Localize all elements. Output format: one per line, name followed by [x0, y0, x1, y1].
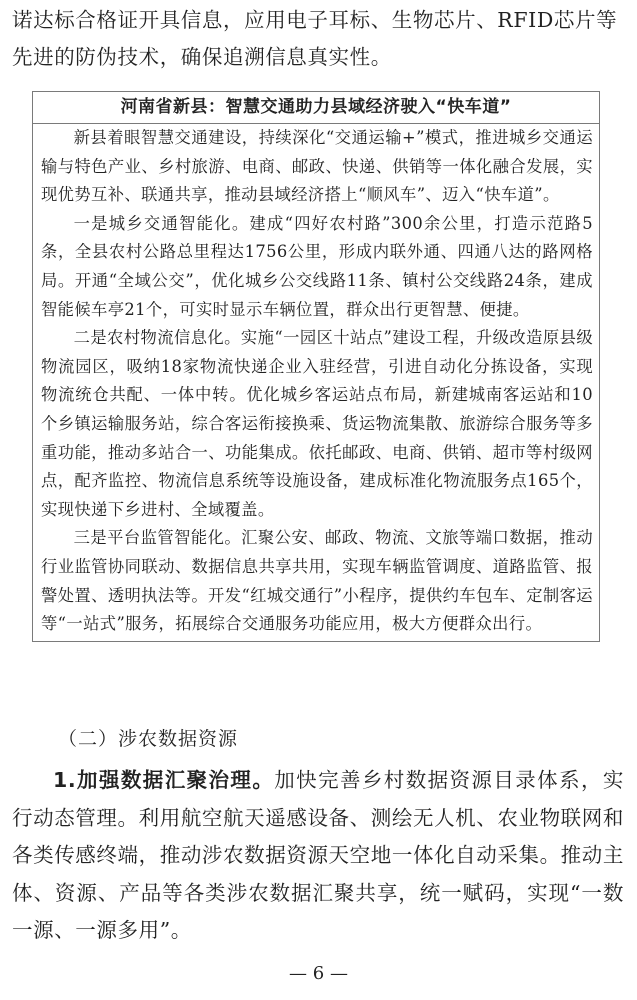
case-study-body [33, 124, 599, 641]
case-paragraph: 二是农村物流信息化。实施“一园区十站点”建设工程，升级改造原县级物流园区，吸纳18家物流快递企业入驻经营，引进自动化分拣设备，实现物流统仓共配、一体中转。优化城乡客运站点布局，新建城南客运站和10个乡镇运输服务站，综合客运衔接换乘、货运物流集散、旅游综合服务等多重功能，推动多站合一、功能集成。依托邮政、电商、供销、超市等村级网点，配齐监控、物流信息系统等设施设备，建成标准化物流服务点165个，实现快递下乡进村、全域覆盖。 [41, 328, 593, 519]
case-paragraph: 一是城乡交通智能化。建成“四好农村路”300余公里，打造示范路5条，全县农村公路总里程达1756公里，形成内联外通、四通八达的路网格局。开通“全域公交”，优化城乡公交线路11条、镇村公交线路24条，建成智能候车亭21个，可实时显示车辆位置，群众出行更智慧、便捷。 [41, 213, 593, 319]
intro-paragraph: 诺达标合格证开具信息，应用电子耳标、生物芯片、RFID芯片等先进的防伪技术，确保追溯信息真实性。 [12, 8, 618, 69]
paragraph-text: 加快完善乡村数据资源目录体系，实行动态管理。利用航空航天遥感设备、测绘无人机、农业物联网和各类传感终端，推动涉农数据资源天空地一体化自动采集。推动主体、资源、产品等各类涉农数据汇聚共享，统一赋码，实现“一数一源、一源多用”。 [12, 768, 624, 942]
case-study-box [32, 91, 600, 642]
paragraph-lead: 1.加强数据汇聚治理。 [53, 768, 275, 792]
section-heading: （二）涉农数据资源 [58, 728, 239, 750]
data-aggregation-paragraph [12, 762, 624, 950]
case-study-title: 河南省新县：智慧交通助力县域经济驶入“快车道” [33, 92, 599, 124]
page-number: — 6 — [289, 963, 348, 984]
case-paragraph: 新县着眼智慧交通建设，持续深化“交通运输+”模式，推进城乡交通运输与特色产业、乡村旅游、电商、邮政、快递、供销等一体化融合发展，实现优势互补、联通共享，推动县域经济搭上“顺风车”、迈入“快车道”。 [41, 128, 593, 205]
case-paragraph: 三是平台监管智能化。汇聚公安、邮政、物流、文旅等端口数据，推动行业监管协同联动、数据信息共享共用，实现车辆监管调度、道路监管、报警处置、透明执法等。开发“红城交通行”小程序，提供约车包车、定制客运等“一站式”服务，拓展综合交通服务功能应用，极大方便群众出行。 [41, 528, 593, 634]
